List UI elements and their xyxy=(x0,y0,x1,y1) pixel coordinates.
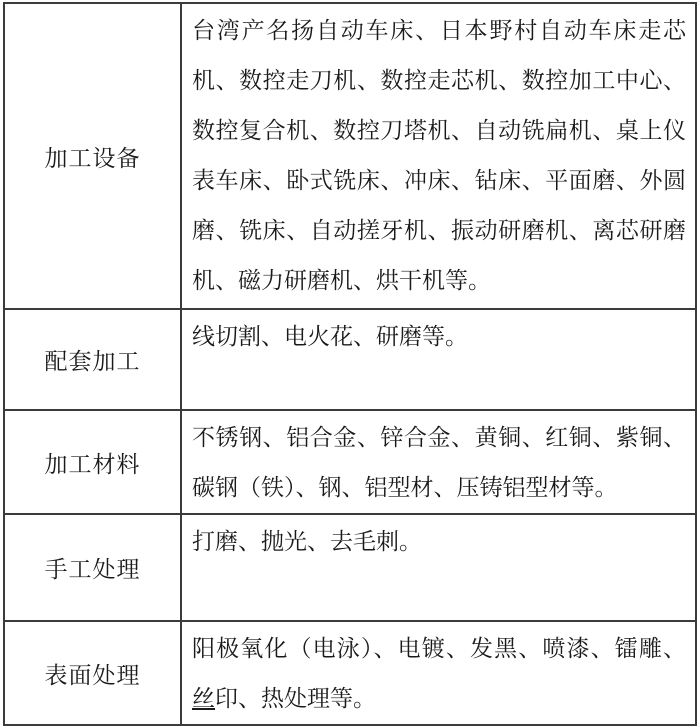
row-content: 台湾产名扬自动车床、日本野村自动车床走芯机、数控走刀机、数控走芯机、数控加工中心、数控复合机、数控刀塔机、自动铣扁机、桌上仪表车床、卧式铣床、冲床、钻床、平面磨、外圆磨、铣床、自动搓牙机、振动研磨机、离芯研磨机、磁力研磨机、烘干机等。 xyxy=(181,3,696,309)
table-row-surface-treatment xyxy=(4,621,696,725)
row-label: 配套加工 xyxy=(4,309,181,410)
table-row-processing-materials xyxy=(4,410,696,514)
row-label: 表面处理 xyxy=(4,621,181,725)
row-content: 线切割、电火花、研磨等。 xyxy=(181,309,696,410)
row-content: 打磨、抛光、去毛刺。 xyxy=(181,514,696,621)
table-row-processing-equipment xyxy=(4,3,696,309)
table-row-supporting-processing xyxy=(4,309,696,410)
row-content: 不锈钢、铝合金、锌合金、黄铜、红铜、紫铜、碳钢（铁）、钢、铝型材、压铸铝型材等。 xyxy=(181,410,696,514)
row-label: 加工材料 xyxy=(4,410,181,514)
capability-table xyxy=(3,2,697,726)
row-content: 阳极氧化（电泳）、电镀、发黑、喷漆、镭雕、丝印、热处理等。 xyxy=(181,621,696,725)
row-label: 加工设备 xyxy=(4,3,181,309)
row-label: 手工处理 xyxy=(4,514,181,621)
table-row-manual-processing xyxy=(4,514,696,621)
